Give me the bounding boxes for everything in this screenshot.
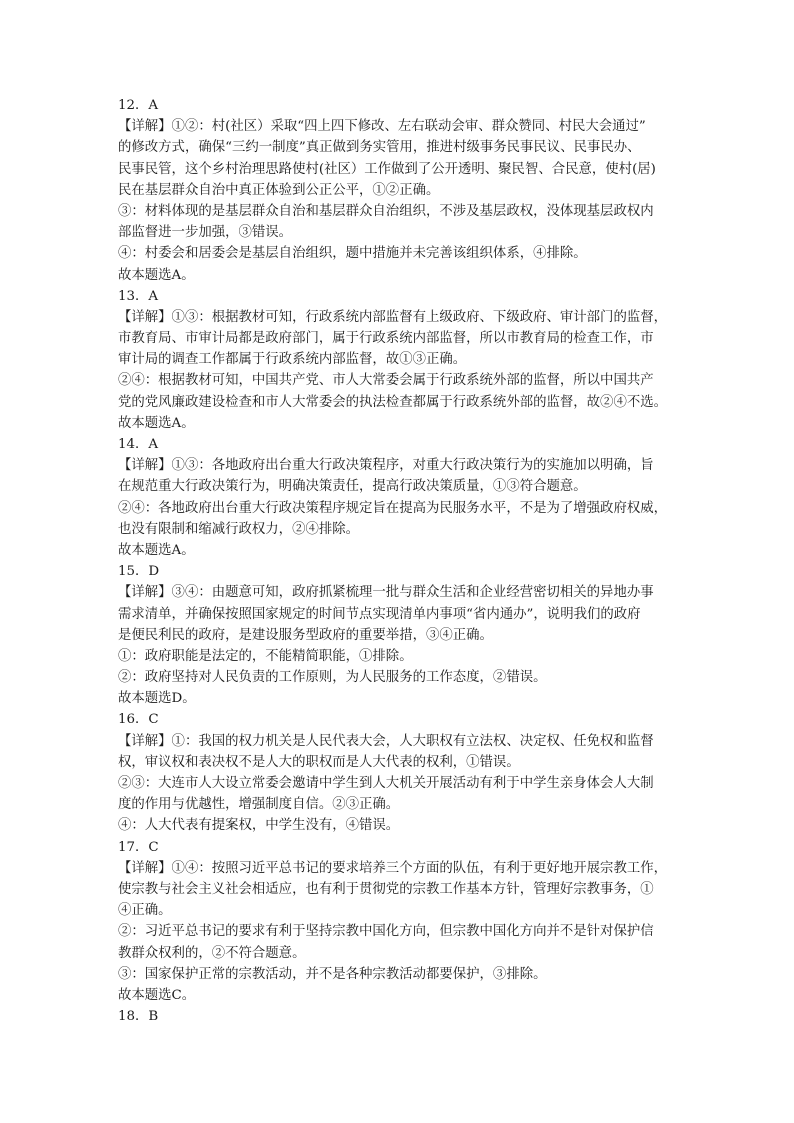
- text-line: ④：村委会和居委会是基层自治组织，题中措施并未完善该组织体系，④排除。: [118, 246, 587, 262]
- text-line: 教群众权利的，②不符合题意。: [118, 945, 306, 961]
- text-line: ①：政府职能是法定的，不能精简职能，①排除。: [118, 648, 413, 664]
- question-number-14: 14．A: [118, 437, 159, 452]
- text-line: 需求清单，并确保按照国家规定的时间节点实现清单内事项“省内通办”，说明我们的政府: [118, 606, 641, 622]
- question-number-15: 15．D: [118, 564, 160, 580]
- text-line: 在规范重大行政决策行为，明确决策责任，提高行政决策质量，①③符合题意。: [118, 479, 587, 495]
- text-line: ②：习近平总书记的要求有利于坚持宗教中国化方向，但宗教中国化方向并不是针对保护信: [118, 924, 654, 940]
- text-line: ②④：各地政府出台重大行政决策程序规定旨在提高为民服务水平，不是为了增强政府权威，: [118, 500, 668, 516]
- text-line: 【详解】①②：村(社区）采取“四上四下修改、左右联动会审、群众赞同、村民大会通过”: [118, 119, 646, 135]
- answer-explanations: [118, 95, 683, 1027]
- text-line: ③：材料体现的是基层群众自治和基层群众自治组织，不涉及基层政权，没体现基层政权内: [118, 203, 654, 219]
- question-number-16: 16．C: [118, 712, 159, 728]
- text-line: 部监督进一步加强，③错误。: [118, 225, 293, 241]
- text-line: 审计局的调查工作都属于行政系统内部监督，故①③正确。: [118, 352, 467, 368]
- question-number-17: 17．C: [118, 839, 159, 855]
- text-line: 权，审议权和表决权不是人大的职权而是人大代表的权利，①错误。: [118, 754, 520, 770]
- text-line: 党的党风廉政建设检查和市人大常委会的执法检查都属于行政系统外部的监督，故②④不选。: [118, 394, 668, 410]
- conclusion-line: 故本题选C。: [118, 987, 196, 1003]
- text-line: 民在基层群众自治中真正体验到公正公平，①②正确。: [118, 182, 440, 198]
- conclusion-line: 故本题选A。: [118, 542, 195, 558]
- text-line: 【详解】①③：根据教材可知，行政系统内部监督有上级政府、下级政府、审计部门的监督，: [118, 309, 668, 325]
- text-line: 的修改方式，确保“三约一制度”真正做到务实管用，推进村级事务民事民议、民事民办、: [118, 140, 641, 156]
- question-number-13: 13．A: [118, 288, 159, 304]
- text-line: 【详解】①④：按照习近平总书记的要求培养三个方面的队伍，有利于更好地开展宗教工作，: [118, 860, 668, 876]
- text-line: ③：国家保护正常的宗教活动，并不是各种宗教活动都要保护，③排除。: [118, 966, 547, 982]
- text-line: 【详解】①③：各地政府出台重大行政决策程序，对重大行政决策行为的实施加以明确，旨: [118, 458, 654, 474]
- text-line: ②④：根据教材可知，中国共产党、市人大常委会属于行政系统外部的监督，所以中国共产: [118, 373, 654, 389]
- text-line: ④：人大代表有提案权，中学生没有，④错误。: [118, 818, 400, 834]
- question-number-12: 12．A: [118, 98, 159, 113]
- text-line: ②③：大连市人大设立常委会邀请中学生到人大机关开展活动有利于中学生亲身体会人大制: [118, 776, 654, 791]
- conclusion-line: 故本题选D。: [118, 691, 196, 707]
- conclusion-line: 故本题选A。: [118, 267, 195, 283]
- text-line: 是便民利民的政府，是建设服务型政府的重要举措，③④正确。: [118, 627, 493, 643]
- question-number-18: 18．B: [118, 1009, 159, 1025]
- text-line: 市教育局、市审计局都是政府部门，属于行政系统内部监督，所以市教育局的检查工作，市: [118, 331, 654, 347]
- text-line: ②：政府坚持对人民负责的工作原则，为人民服务的工作态度，②错误。: [118, 670, 547, 686]
- text-line: ④正确。: [118, 903, 172, 919]
- text-line: 度的作用与优越性，增强制度自信。②③正确。: [118, 797, 400, 813]
- text-line: 也没有限制和缩减行政权力，②④排除。: [118, 521, 360, 537]
- text-line: 【详解】③④：由题意可知，政府抓紧梳理一批与群众生活和企业经营密切相关的异地办事: [118, 585, 654, 601]
- text-line: 【详解】①：我国的权力机关是人民代表大会，人大职权有立法权、决定权、任免权和监督: [118, 733, 654, 749]
- text-line: 使宗教与社会主义社会相适应，也有利于贯彻党的宗教工作基本方针，管理好宗教事务，①: [118, 881, 654, 897]
- conclusion-line: 故本题选A。: [118, 415, 195, 431]
- text-line: 民事民管，这个乡村治理思路使村(社区）工作做到了公开透明、聚民智、合民意，使村(居): [118, 161, 656, 177]
